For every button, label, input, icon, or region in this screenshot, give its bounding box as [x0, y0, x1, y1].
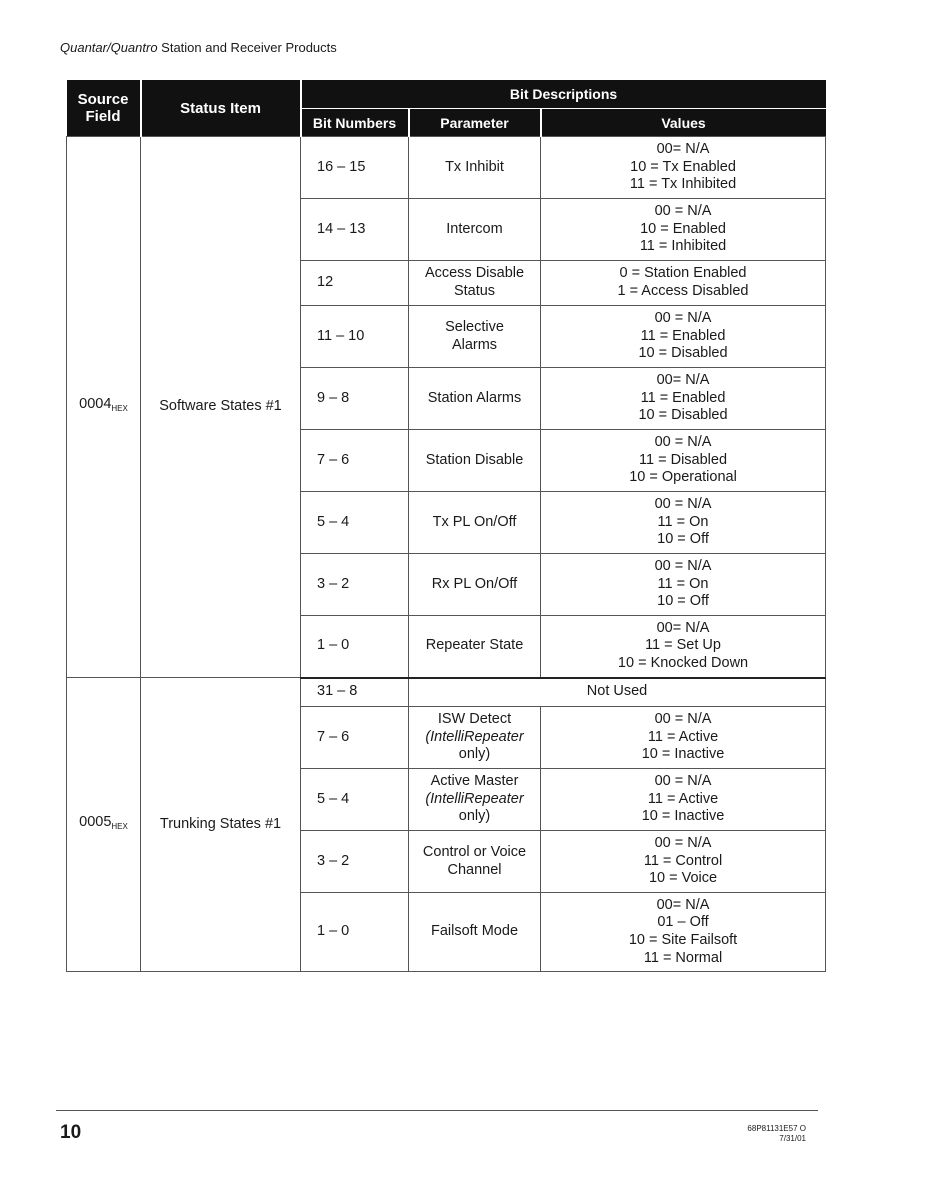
parameter-cell: Access Disable Status — [409, 261, 541, 306]
parameter-cell: Intercom — [409, 199, 541, 261]
header-product-name: Quantar/Quantro — [60, 40, 158, 55]
status-item-cell: Trunking States #1 — [141, 678, 301, 972]
header-values: Values — [541, 109, 826, 137]
parameter-cell: ISW Detect (IntelliRepeater only) — [409, 707, 541, 769]
values-cell: 00= N/A 11 = Enabled 10 = Disabled — [541, 368, 826, 430]
values-cell: 00 = N/A 11 = On 10 = Off — [541, 554, 826, 616]
source-field-cell: $0004_{HEX}$ — [67, 137, 141, 678]
parameter-cell: Selective Alarms — [409, 306, 541, 368]
values-cell: 00= N/A 10 = Tx Enabled 11 = Tx Inhibited — [541, 137, 826, 199]
status-table — [66, 80, 826, 972]
parameter-cell: Active Master (IntelliRepeater only) — [409, 769, 541, 831]
bit-numbers-cell: 1 – 0 — [301, 616, 409, 678]
bit-numbers-cell: 5 – 4 — [301, 769, 409, 831]
bit-numbers-cell: 16 – 15 — [301, 137, 409, 199]
header-bit-numbers: Bit Numbers — [301, 109, 409, 137]
values-cell: 00 = N/A 11 = Enabled 10 = Disabled — [541, 306, 826, 368]
parameter-cell: Repeater State — [409, 616, 541, 678]
bit-numbers-cell: 11 – 10 — [301, 306, 409, 368]
bit-numbers-cell: 9 – 8 — [301, 368, 409, 430]
parameter-cell: Tx PL On/Off — [409, 492, 541, 554]
bit-numbers-cell: 1 – 0 — [301, 893, 409, 972]
header-status-item: Status Item — [141, 80, 301, 137]
page-number: 10 — [60, 1122, 82, 1143]
parameter-cell: Failsoft Mode — [409, 893, 541, 972]
values-cell: 0 = Station Enabled 1 = Access Disabled — [541, 261, 826, 306]
page-header — [60, 40, 337, 55]
not-used-cell: Not Used — [409, 678, 826, 707]
bit-numbers-cell: 14 – 13 — [301, 199, 409, 261]
header-bit-descriptions: Bit Descriptions — [301, 80, 826, 109]
values-cell: 00 = N/A 11 = Disabled 10 = Operational — [541, 430, 826, 492]
bit-numbers-cell: 12 — [301, 261, 409, 306]
values-cell: 00 = N/A 11 = On 10 = Off — [541, 492, 826, 554]
bit-numbers-cell: 5 – 4 — [301, 492, 409, 554]
parameter-cell: Station Disable — [409, 430, 541, 492]
parameter-cell: Rx PL On/Off — [409, 554, 541, 616]
bit-numbers-cell: 7 – 6 — [301, 430, 409, 492]
bit-numbers-cell: 7 – 6 — [301, 707, 409, 769]
parameter-cell: Control or Voice Channel — [409, 831, 541, 893]
values-cell: 00 = N/A 11 = Active 10 = Inactive — [541, 769, 826, 831]
header-parameter: Parameter — [409, 109, 541, 137]
values-cell: 00 = N/A 10 = Enabled 11 = Inhibited — [541, 199, 826, 261]
footer-divider — [56, 1110, 818, 1111]
doc-number: 68P81131E57 O — [747, 1124, 806, 1133]
header-source-field: Source Field — [67, 80, 141, 137]
bit-numbers-cell: 31 – 8 — [301, 678, 409, 707]
values-cell: 00 = N/A 11 = Active 10 = Inactive — [541, 707, 826, 769]
document-id — [747, 1124, 806, 1144]
status-item-cell: Software States #1 — [141, 137, 301, 678]
values-cell: 00= N/A 01 – Off 10 = Site Failsoft 11 = Normal — [541, 893, 826, 972]
parameter-cell: Station Alarms — [409, 368, 541, 430]
bit-numbers-cell: 3 – 2 — [301, 831, 409, 893]
source-field-cell: $0005_{HEX}$ — [67, 678, 141, 972]
values-cell: 00= N/A 11 = Set Up 10 = Knocked Down — [541, 616, 826, 678]
bit-numbers-cell: 3 – 2 — [301, 554, 409, 616]
header-title-rest: Station and Receiver Products — [157, 40, 337, 55]
parameter-cell: Tx Inhibit — [409, 137, 541, 199]
values-cell: 00 = N/A 11 = Control 10 = Voice — [541, 831, 826, 893]
doc-date: 7/31/01 — [779, 1134, 806, 1143]
